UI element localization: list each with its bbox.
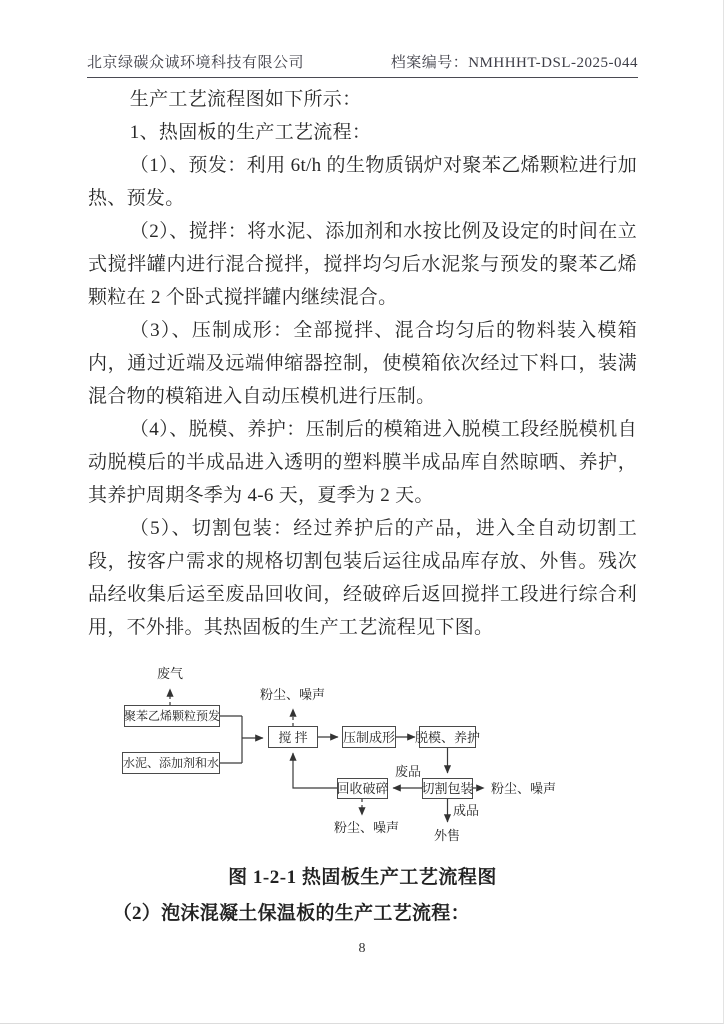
node-recycle-crushing: 回收破碎 [337,778,388,799]
node-pressing: 压制成形 [342,726,396,748]
label-waste-gas: 废气 [157,666,184,681]
label-finished-product: 成品 [453,803,480,818]
page-number: 8 [358,941,366,956]
label-dust-noise-cutting: 粉尘、噪声 [491,781,557,796]
label-dust-noise-recycling: 粉尘、噪声 [334,820,400,835]
paragraph-step-2: （2）、搅拌：将水泥、添加剂和水按比例及设定的时间在立式搅拌罐内进行混合搅拌，搅拌均匀后水泥浆与预发的聚苯乙烯颗粒在 2 个卧式搅拌罐内继续混合。 [88,221,637,308]
paragraph-step-3: （3）、压制成形：全部搅拌、混合均匀后的物料装入模箱内，通过近端及远端伸缩器控制，使模箱依次经过下料口，装满混合物的模箱进入自动压模机进行压制。 [88,320,637,407]
process-flowchart [80,655,660,855]
page-header [87,51,638,78]
label-dust-noise-mixing: 粉尘、噪声 [260,687,326,702]
header-company-name: 北京绿碳众诚环境科技有限公司 [87,55,305,71]
section-2-heading: （2）泡沫混凝土保温板的生产工艺流程： [112,903,470,924]
label-sold-out: 外售 [434,828,461,843]
header-archive-number: 档案编号：NMHHHT-DSL-2025-044 [390,55,638,71]
node-demolding-curing: 脱模、养护 [419,726,476,748]
figure-caption: 图 1-2-1 热固板生产工艺流程图 [228,867,497,888]
paragraph-step-4: （4）、脱模、养护：压制后的模箱进入脱模工段经脱模机自动脱模后的半成品进入透明的塑料膜半成品库自然晾晒、养护，其养护周期冬季为 4-6 天，夏季为 2 天。 [88,419,637,506]
label-waste-product: 废品 [395,764,422,779]
paragraph-section-1: 1、热固板的生产工艺流程： [129,122,372,143]
node-cement-additive-water: 水泥、添加剂和水 [122,752,220,774]
node-mixing: 搅 拌 [268,726,318,748]
body-text [88,83,637,644]
paragraph-step-5: （5）、切割包装：经过养护后的产品，进入全自动切割工段，按客户需求的规格切割包装后运往成品库存放、外售。残次品经收集后运至废品回收间，经破碎后返回搅拌工段进行综合利用，不外排。其热固板的生产工艺流程见下图。 [88,518,637,638]
node-cutting-packing: 切割包装 [422,778,473,799]
node-pre-expansion: 聚苯乙烯颗粒预发 [124,705,220,727]
paragraph-step-1: （1）、预发：利用 6t/h 的生物质锅炉对聚苯乙烯颗粒进行加热、预发。 [88,155,637,209]
paragraph-intro: 生产工艺流程图如下所示： [129,89,362,110]
